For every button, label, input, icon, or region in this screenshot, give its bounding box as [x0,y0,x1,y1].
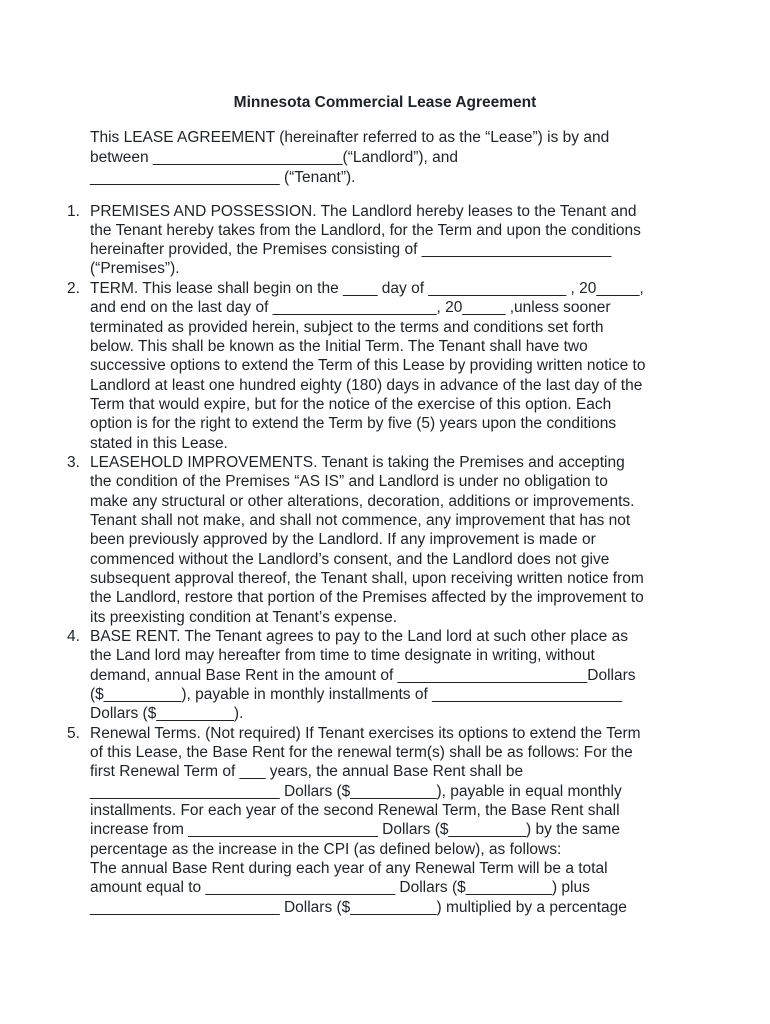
section-line: (“Premises”). [90,260,180,277]
section-line: The annual Base Rent during each year of any Renewal Term will be a total [90,860,608,877]
section-line: amount equal to ______________________ Dollars ($__________) plus [90,879,590,896]
section-line: the Land lord may hereafter from time to time designate in writing, without [90,647,595,664]
section-line: terminated as provided herein, subject to the terms and conditions set forth [90,319,604,336]
section-line: demand, annual Base Rent in the amount of ______________________Dollars [90,667,636,684]
section-line: first Renewal Term of ___ years, the annual Base Rent shall be [90,763,524,780]
section-number: 3. [67,454,80,471]
section-line: increase from ______________________ Dollars ($_________) by the same [90,821,620,838]
section-line: option is for the right to extend the Term by five (5) years upon the conditions [90,415,617,432]
section-line: LEASEHOLD IMPROVEMENTS. Tenant is taking the Premises and accepting [90,454,625,471]
section-line: TERM. This lease shall begin on the ____ day of ________________ , 20_____, [90,280,644,297]
section-line: Term that would expire, but for the notice of the exercise of this option. Each [90,396,612,413]
section-line: the Landlord, restore that portion of the Premises affected by the improvement to [90,589,644,606]
section-line: the Tenant hereby takes from the Landlord, for the Term and upon the conditions [90,222,641,239]
section-line: percentage as the increase in the CPI (as defined below), as follows: [90,841,562,858]
section-line: Dollars ($_________). [90,705,244,722]
section-line: been previously approved by the Landlord. If any improvement is made or [90,531,596,548]
section-line: Landlord at least one hundred eighty (180) days in advance of the last day of the [90,377,643,394]
section-line: below. This shall be known as the Initial Term. The Tenant shall have two [90,338,588,355]
section-line: hereinafter provided, the Premises consisting of ______________________ [90,241,612,258]
intro-line: ______________________ (“Tenant”). [90,169,356,186]
section-line: the condition of the Premises “AS IS” and Landlord is under no obligation to [90,473,608,490]
document-title: Minnesota Commercial Lease Agreement [233,94,537,111]
section-line: ______________________ Dollars ($__________) multiplied by a percentage [90,899,627,916]
section-line: PREMISES AND POSSESSION. The Landlord hereby leases to the Tenant and [90,203,637,220]
section-number: 1. [67,203,80,220]
section-line: stated in this Lease. [90,435,228,452]
intro-line: between ______________________(“Landlord”), and [90,149,459,166]
section-line: installments. For each year of the second Renewal Term, the Base Rent shall [90,802,620,819]
section-line: BASE RENT. The Tenant agrees to pay to the Land lord at such other place as [90,628,628,645]
section-number: 4. [67,628,80,645]
section-line: and end on the last day of ___________________, 20_____ ,unless sooner [90,299,611,316]
section-line: make any structural or other alterations, decoration, additions or improvements. [90,493,635,510]
section-line: commenced without the Landlord’s consent, and the Landlord does not give [90,551,610,568]
section-line: ______________________ Dollars ($__________), payable in equal monthly [90,783,622,800]
section-line: Renewal Terms. (Not required) If Tenant exercises its options to extend the Term [90,725,641,742]
section-number: 5. [67,725,80,742]
section-number: 2. [67,280,80,297]
section-line: successive options to extend the Term of this Lease by providing written notice to [90,357,646,374]
section-line: of this Lease, the Base Rent for the renewal term(s) shall be as follows: For the [90,744,633,761]
section-line: its preexisting condition at Tenant’s expense. [90,609,398,626]
intro-line: This LEASE AGREEMENT (hereinafter referred to as the “Lease”) is by and [90,129,610,146]
section-line: Tenant shall not make, and shall not commence, any improvement that has not [90,512,631,529]
section-line: ($_________), payable in monthly installments of ______________________ [90,686,622,703]
section-line: subsequent approval thereof, the Tenant shall, upon receiving written notice from [90,570,644,587]
